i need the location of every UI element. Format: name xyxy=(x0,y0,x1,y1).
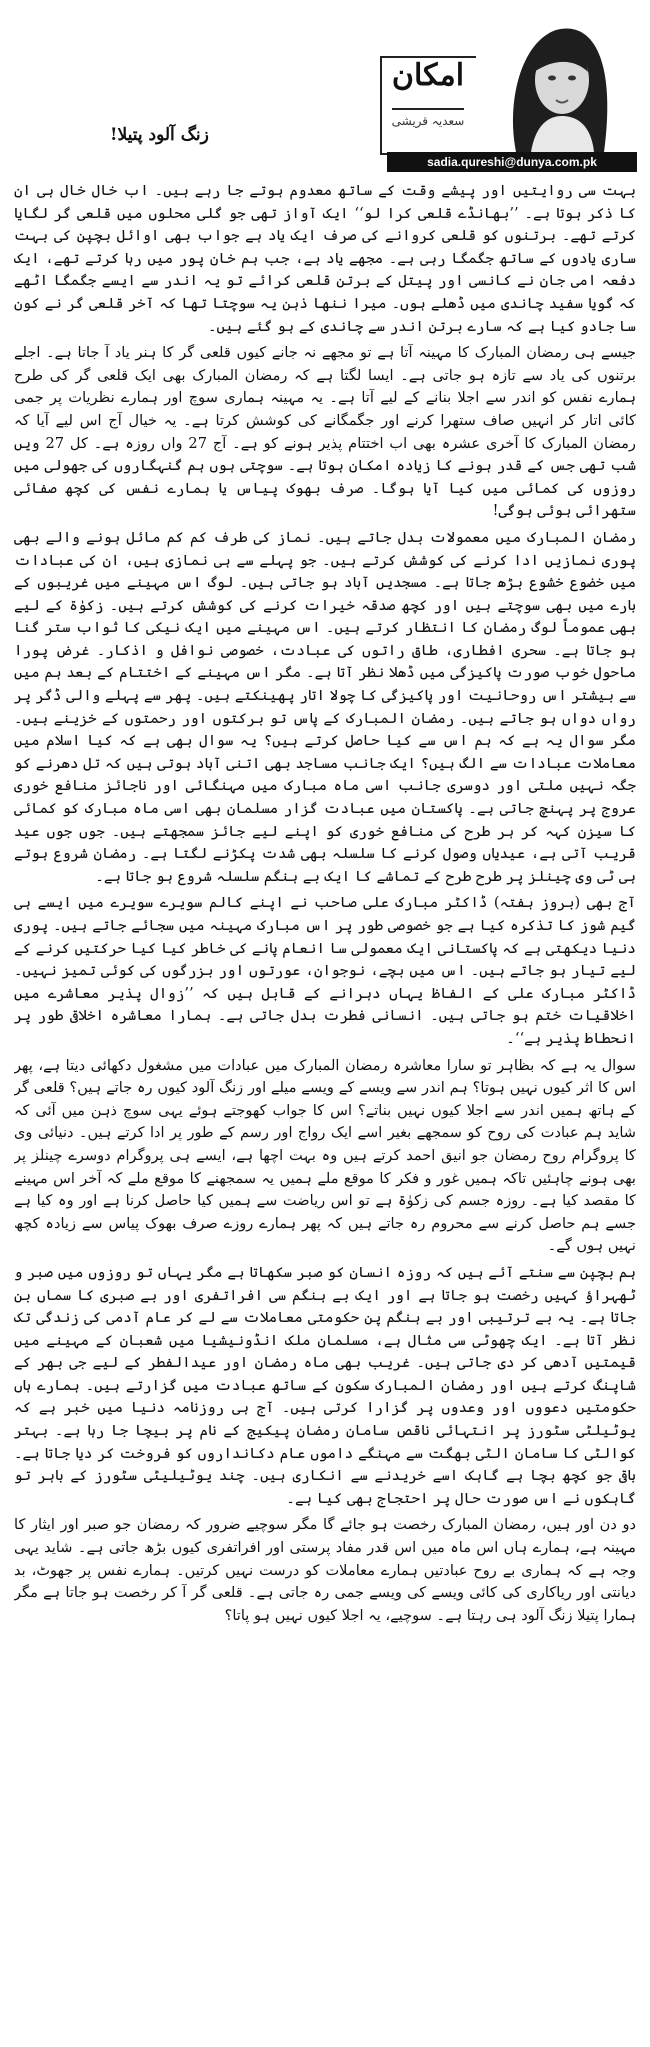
paragraph: رمضان المبارک میں معمولات بدل جاتے ہیں۔ نماز کی طرف کم کم مائل ہونے والے بھی پوری نمازیں ادا کرنے کی کوشش کرتے ہیں۔ جو پہلے سے ہی نمازی ہیں، ان کی عبادات میں خضوع خشوع بڑھ جاتا ہے۔ مسجدیں آباد ہو جاتی ہیں۔ لوگ اس مہینے میں غریبوں کے بارے میں بھی سوچتے ہیں اور کچھ صدقہ خیرات کرنے کی کوشش کرتے ہیں۔ زکوٰۃ کے لیے بھی عموماً لوگ رمضان کا انتظار کرتے ہیں۔ اس مہینے میں ایک نیکی کا ثواب ستر گنا ہو جاتا ہے۔ سحری افطاری، طاق راتوں کی عبادت، خصوصی نوافل و اذکار۔ غرض پورا ماحول خوب صورت پاکیزگی میں ڈھلا نظر آتا ہے۔ مگر اس مہینے کے اختتام کے بعد ہم میں سے بیشتر اس روحانیت اور پاکیزگی کا چولا اتار پھینکتے ہیں۔ پھر سے پہلے والی ڈگر پر رواں دواں ہو جاتے ہیں۔ رمضان المبارک کے پاس تو برکتوں اور رحمتوں کے خزینے ہیں۔ مگر سوال یہ ہے کہ ہم اس سے کیا حاصل کرتے ہیں؟ یہ سوال بھی ہے کہ کیا اسلام میں معاملات عبادات سے الگ ہیں؟ ایک جانب مساجد بھی اتنی آباد ہوتی ہیں کہ تل دھرنے کو جگہ نہیں ملتی اور دوسری جانب اسی ماہ مبارک میں مہنگائی اور ناجائز منافع خوری عروج پر پہنچ جاتی ہے۔ پاکستان میں عبادت گزار مسلمان بھی اسی ماہ مبارک کو کمائی کا سیزن کہہ کر ہر طرح کی منافع خوری کو اپنے لیے جائز سمجھتے ہیں۔ جوں جوں عید قریب آتی ہے، عیدیاں وصول کرنے کا سلسلہ بھی شدت پکڑنے لگتا ہے۔ رمضان شروع ہوتے ہی ٹی وی چینلز پر طرح طرح کے تماشے کا ایک بے ہنگم سلسلہ شروع ہو جاتا ہے۔ xyxy=(14,528,636,885)
article-title: زنگ آلود پتیلا! xyxy=(110,125,209,145)
article-body xyxy=(14,180,636,2035)
paragraph: سوال یہ ہے کہ بظاہر تو سارا معاشرہ رمضان المبارک میں عبادات میں مشغول دکھائی دیتا ہے، پھر اس کا اثر کیوں نہیں ہوتا؟ ہم اندر سے ویسے کے ویسے میلے اور زنگ آلود کیوں رہ جاتے ہیں؟ قلعی گر کے ہاتھ ہمیں اندر سے اجلا کیوں نہیں بناتے؟ اس کا جواب کھوجتے ہوئے یہی سوچ ذہن میں آئی کہ شاید ہم عبادت کی روح کو سمجھے بغیر اسے ایک رواج اور رسم کے طور پر ادا کرتے ہیں۔ دنیائی وی کا پروگرام روح رمضان جو انیق احمد کرتے ہیں وہ بہت اچھا ہے، ایسے ہی پروگرام دوسرے چینلز پر بھی ہونے چاہئیں تاکہ ہمیں غور و فکر کا موقع ملے ہمیں یہ سمجھنے کا موقع ملے کہ آخر اس مہینے کا مقصد کیا ہے۔ روزہ جسم کی زکوٰۃ ہے تو اس ریاضت سے ہمیں کیا حاصل کرنا ہے اور وہ کیا ہے جسے ہم حاصل کرنے سے محروم رہ جاتے ہیں کہ پھر ہمارے روزے صرف بھوک پیاس سے زیادہ کچھ نہیں ہوں گے۔ xyxy=(14,1056,636,1255)
author-portrait-icon xyxy=(476,12,636,152)
paragraph: جیسے ہی رمضان المبارک کا مہینہ آتا ہے تو مجھے نہ جانے کیوں قلعی گر کا ہنر یاد آ جاتا ہے۔ اجلے برتنوں کی یاد سے تازہ ہو جاتی ہے۔ ایسا لگتا ہے کہ رمضان المبارک بھی ایک قلعی گر کی طرح ہمارے نفس کو اندر سے اجلا بنانے کے لیے آتا ہے۔ یہ مہینہ ہماری سوچ اور ہمارے نظریات پر جمی کائی اتار کر انہیں صاف ستھرا کرنے اور جگمگانے کی کوشش کرتا ہے۔ یہ خیال آج اس لیے آیا کہ رمضان المبارک کا آخری عشرہ بھی اب اختتام پذیر ہونے کو ہے۔ آج 27 واں روزہ ہے۔ کل 27 ویں شب تھی جس کے قدر ہونے کا زیادہ امکان ہوتا ہے۔ سوچتی ہوں ہم گنہگاروں کی جھولی میں روزوں کی کمائی میں کیا آیا ہوگا۔ صرف بھوک پیاس یا ہمارے نفس کی کچھ صفائی ستھرائی ہوئی ہوگی! xyxy=(14,344,636,520)
column-header xyxy=(0,0,650,169)
column-logo: امکان xyxy=(391,58,465,93)
paragraph: دو دن اور ہیں، رمضان المبارک رخصت ہو جائے گا مگر سوچیے ضرور کہ رمضان جو صبر اور ایثار کا مہینہ ہے، ہمارے ہاں اس ماہ میں اس قدر مفاد پرستی اور افراتفری کیوں بڑھ جاتی ہے۔ شاید یہی وجہ ہے کہ ہماری بے روح عبادتیں ہمارے معاملات کو درست نہیں کرتیں۔ ہمارے نفس پر جھوٹ، بد دیانتی اور ریاکاری کی کائی ویسے کی ویسے جمی رہ جاتی ہے۔ قلعی گر آ کر رخصت ہو جاتا ہے مگر ہمارا پتیلا زنگ آلود ہی رہتا ہے۔ سوچیے، یہ اجلا کیوں نہیں ہو پاتا؟ xyxy=(14,1516,636,1624)
author-name: سعدیہ قریشی xyxy=(391,114,465,128)
logo-divider xyxy=(392,108,464,110)
author-photo xyxy=(476,12,636,152)
author-email: sadia.qureshi@dunya.com.pk xyxy=(387,152,637,172)
paragraph: بہت سی روایتیں اور پیشے وقت کے ساتھ معدوم ہوتے جا رہے ہیں۔ اب خال خال ہی ان کا ذکر ہوتا ہے۔ ’’بھانڈے قلعی کرا لو‘‘ ایک آواز تھی جو گلی محلوں میں قلعی گر لگایا کرتے تھے۔ برتنوں کو قلعی کروانے کی صرف ایک یاد ہے جواب بھی اوائل بچپن کی بہت ساری یادوں کے ساتھ جگمگا رہی ہے۔ مجھے یاد ہے، جب ہم خان پور میں رہا کرتے تھے، ایک دفعہ امی جان نے کانسی اور پیتل کے برتن قلعی کرائے تو یہ اندر سے ایسے جگمگا اٹھے کہ گویا سفید چاندی میں ڈھلے ہوں۔ میرا ننھا ذہن یہ سوچتا تھا کہ آخر قلعی گر نے کون سا جادو کیا ہے کہ سارے برتن اندر سے چاندی کے ہو گئے ہیں۔ xyxy=(14,182,636,335)
paragraph: آج بھی (بروز ہفتہ) ڈاکٹر مبارک علی صاحب نے اپنے کالم سویرے سویرے میں ایسے ہی گیم شوز کا تذکرہ کیا ہے جو خصوصی طور پر اس مبارک مہینہ میں سجائے جاتے ہیں۔ پوری دنیا دیکھتی ہے کہ پاکستانی ایک معمولی سا انعام پانے کی خاطر کیا کیا حرکتیں کرنے کے لیے تیار ہو جاتے ہیں۔ اس میں بچے، نوجوان، عورتوں اور بزرگوں کی کوئی تمیز نہیں۔ ڈاکٹر مبارک علی کے الفاظ یہاں دہرانے کے قابل ہیں کہ ’’زوال پذیر معاشرے میں اخلاقیات ختم ہو جاتی ہیں۔ انسانی فطرت بدل جاتی ہے۔ ہمارا معاشرہ اخلاقی طور پر انحطاط پذیر ہے‘‘۔ xyxy=(14,894,636,1047)
paragraph: ہم بچپن سے سنتے آئے ہیں کہ روزہ انسان کو صبر سکھاتا ہے مگر یہاں تو روزوں میں صبر و ٹھہراؤ کہیں رخصت ہو جاتا ہے اور ایک بے ہنگم سی افراتفری اور بے صبری کا سماں بن جاتا ہے۔ یہ بے ترتیبی اور بے ہنگم پن حکومتی معاملات سے لے کر عام آدمی کی زندگی تک نظر آتا ہے۔ ایک چھوٹی سی مثال ہے، مسلمان ملک انڈونیشیا میں شعبان کے مہینے میں قیمتیں آدھی کر دی جاتی ہیں۔ غریب بھی ماہ رمضان اور عیدالفطر کے لیے جی بھر کے شاپنگ کرتے ہیں اور رمضان المبارک سکون کے ساتھ عبادت میں گزارتے ہیں۔ ہمارے ہاں حکومتیں دعووں اور وعدوں پر گزارا کرتی ہیں۔ آج ہی روزنامہ دنیا میں خبر ہے کہ یوٹیلٹی سٹورز پر انتہائی ناقص سامان رمضان پیکیج کے نام پر بیچا جا رہا ہے۔ بہتر کوالٹی کا سامان الٹی بھگت سے مہنگے داموں عام دکانداروں کو فروخت کر دیا جاتا ہے۔ باقی جو کچھ بچا ہے گاہک اسے خریدنے سے انکاری ہیں۔ چند یوٹیلیٹی سٹورز کے باہر تو گاہکوں نے اس صورت حال پر احتجاج بھی کیا ہے۔ xyxy=(14,1263,636,1507)
